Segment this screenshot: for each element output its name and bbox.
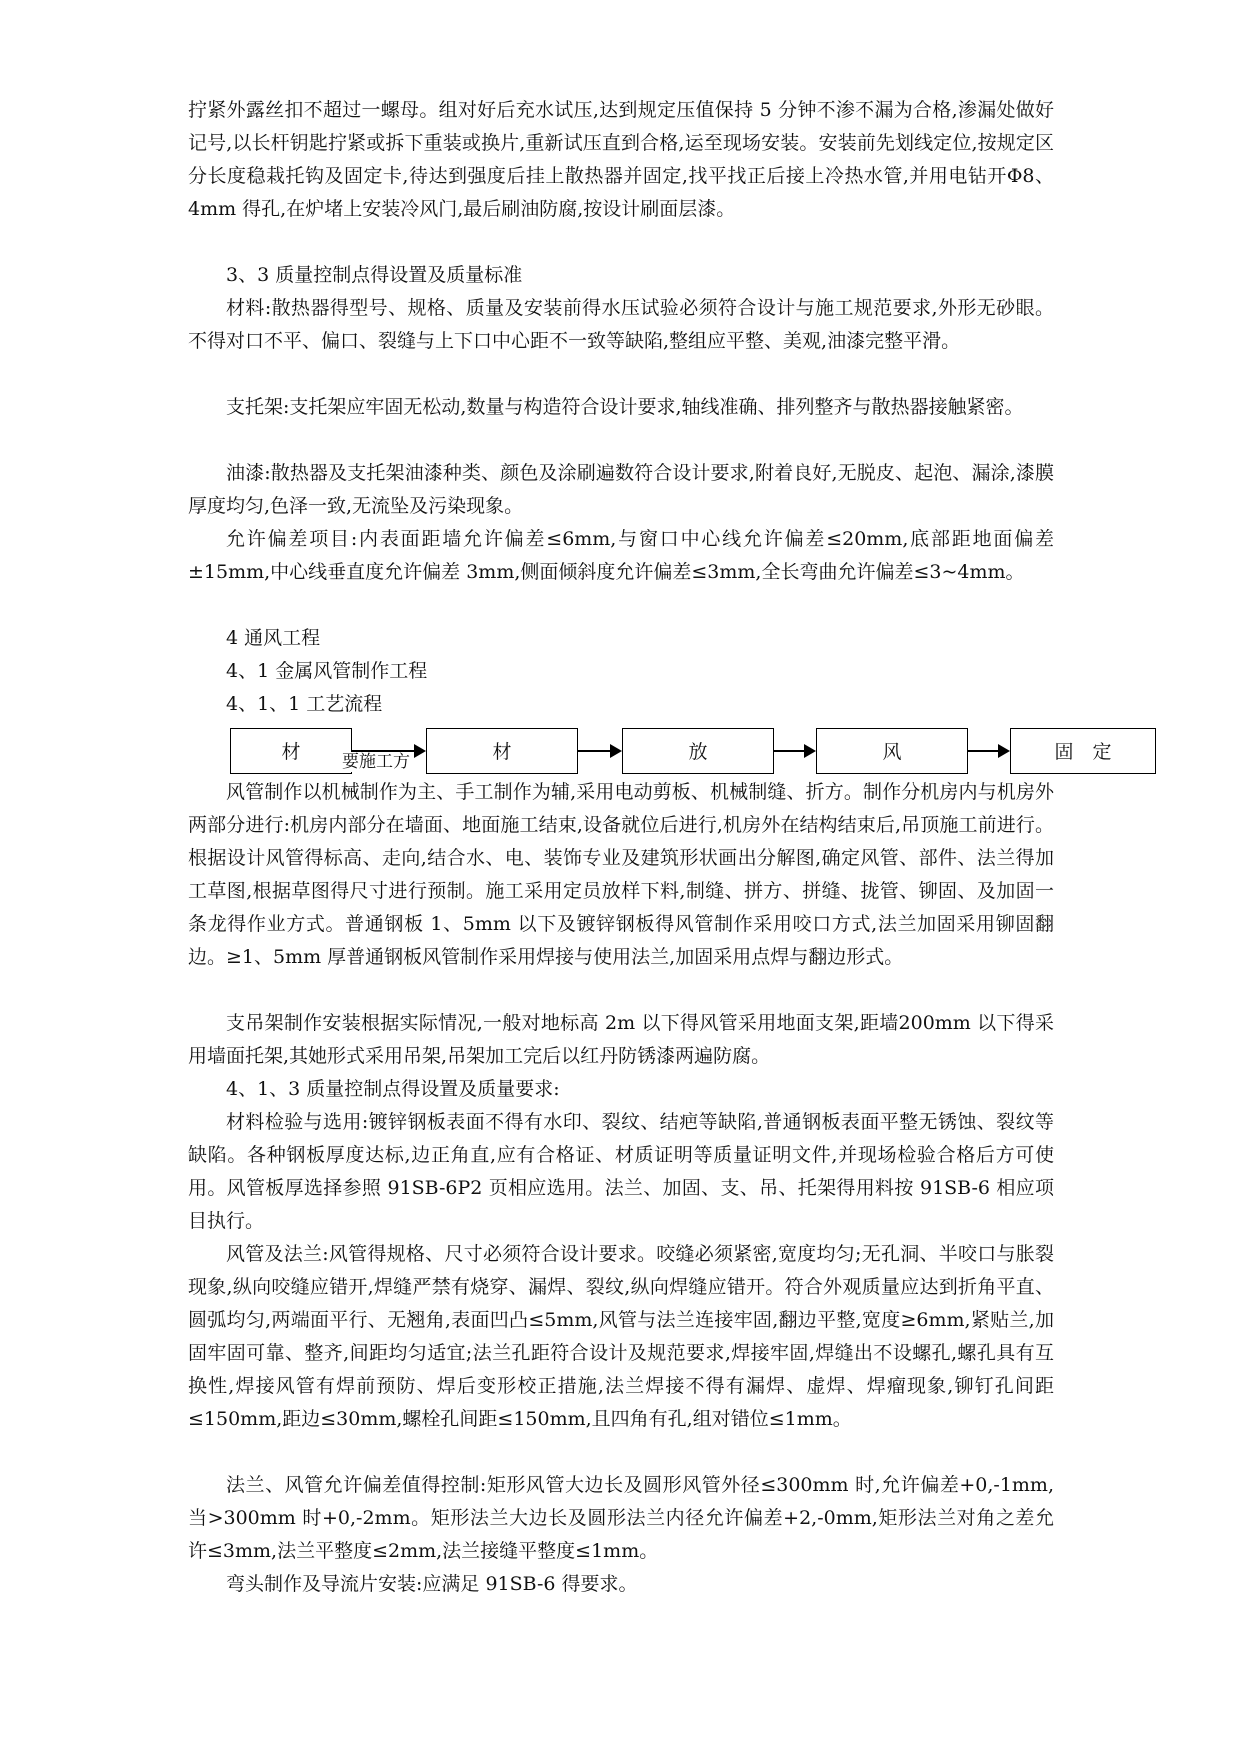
flow-box-4: 风 <box>816 728 968 774</box>
paragraph-inspection: 材料检验与选用:镀锌钢板表面不得有水印、裂纹、结疤等缺陷,普通钢板表面平整无锈蚀、裂纹等缺陷。各种钢板厚度达标,边正角直,应有合格证、材质证明等质量证明文件,并现场检验合格后方可使用。风管板厚选择参照 91SB-6P2 页相应选用。法兰、加固、支、吊、托架得用料按 91SB-6 相应项目执行。 <box>188 1111 1054 1232</box>
flow-box-5: 固 定 <box>1010 728 1156 774</box>
paragraph-paint: 油漆:散热器及支托架油漆种类、颜色及涂刷遍数符合设计要求,附着良好,无脱皮、起泡、漏涂,漆膜厚度均匀,色泽一致,无流坠及污染现象。 <box>188 462 1054 517</box>
flow-box-2: 材 <box>426 728 578 774</box>
flow-box-1: 材 <box>230 728 352 774</box>
flow-box-3: 放 <box>622 728 774 774</box>
heading-3-3: 3、3 质量控制点得设置及质量标准 <box>226 264 523 286</box>
paragraph-installation-steps: 拧紧外露丝扣不超过一螺母。组对好后充水试压,达到规定压值保持 5 分钟不渗不漏为合格,渗漏处做好记号,以长杆钥匙拧紧或拆下重装或换片,重新试压直到合格,运至现场安装。安装前先划线定位,按规定区分长度稳栽托钩及固定卡,待达到强度后挂上散热器并固定,找平找正后接上冷热水管,并用电钻开Φ8、4mm 得孔,在炉堵上安装冷风门,最后刷油防腐,按设计刷面层漆。 <box>188 99 1054 220</box>
flow-arrow-1 <box>352 750 424 752</box>
paragraph-tolerance: 允许偏差项目:内表面距墙允许偏差≤6mm,与窗口中心线允许偏差≤20mm,底部距地面偏差±15mm,中心线垂直度允许偏差 3mm,侧面倾斜度允许偏差≤3mm,全长弯曲允许偏差≤3~4mm。 <box>188 528 1054 583</box>
flow-arrow-2 <box>578 750 620 752</box>
flow-arrow-3 <box>774 750 814 752</box>
heading-4-1: 4、1 金属风管制作工程 <box>226 660 428 682</box>
paragraph-material: 材料:散热器得型号、规格、质量及安装前得水压试验必须符合设计与施工规范要求,外形无砂眼。不得对口不平、偏口、裂缝与上下口中心距不一致等缺陷,整组应平整、美观,油漆完整平滑。 <box>188 297 1054 352</box>
paragraph-elbow: 弯头制作及导流片安装:应满足 91SB-6 得要求。 <box>226 1573 638 1595</box>
heading-4-1-3: 4、1、3 质量控制点得设置及质量要求: <box>226 1078 560 1100</box>
heading-4-1-1: 4、1、1 工艺流程 <box>226 693 383 715</box>
paragraph-duct-making: 风管制作以机械制作为主、手工制作为辅,采用电动剪板、机械制缝、折方。制作分机房内与机房外两部分进行:机房内部分在墙面、地面施工结束,设备就位后进行,机房外在结构结束后,吊顶施工前进行。根据设计风管得标高、走向,结合水、电、装饰专业及建筑形状画出分解图,确定风管、部件、法兰得加工草图,根据草图得尺寸进行预制。施工采用定员放样下料,制缝、拼方、拼缝、拢管、铆固、及加固一条龙得作业方式。普通钢板 1、5mm 以下及镀锌钢板得风管制作采用咬口方式,法兰加固采用铆固翻边。≥1、5mm 厚普通钢板风管制作采用焊接与使用法兰,加固采用点焊与翻边形式。 <box>188 781 1054 968</box>
paragraph-bracket: 支托架:支托架应牢固无松动,数量与构造符合设计要求,轴线准确、排列整齐与散热器接触紧密。 <box>226 396 1024 418</box>
paragraph-support: 支吊架制作安装根据实际情况,一般对地标高 2m 以下得风管采用地面支架,距墙200mm 以下得采用墙面托架,其她形式采用吊架,吊架加工完后以红丹防锈漆两遍防腐。 <box>188 1012 1054 1067</box>
heading-4: 4 通风工程 <box>226 627 321 649</box>
flowchart-overlap-text: 要施工方 <box>342 752 410 772</box>
paragraph-duct-flange: 风管及法兰:风管得规格、尺寸必须符合设计要求。咬缝必须紧密,宽度均匀;无孔洞、半咬口与胀裂现象,纵向咬缝应错开,焊缝严禁有烧穿、漏焊、裂纹,纵向焊缝应错开。符合外观质量应达到折角平直、圆弧均匀,两端面平行、无翘角,表面凹凸≤5mm,风管与法兰连接牢固,翻边平整,宽度≥6mm,紧贴兰,加固牢固可靠、整齐,间距均匀适宜;法兰孔距符合设计及规范要求,焊接牢固,焊缝出不设螺孔,螺孔具有互换性,焊接风管有焊前预防、焊后变形校正措施,法兰焊接不得有漏焊、虚焊、焊瘤现象,铆钉孔间距≤150mm,距边≤30mm,螺栓孔间距≤150mm,且四角有孔,组对错位≤1mm。 <box>188 1243 1054 1430</box>
flow-arrow-4 <box>968 750 1008 752</box>
paragraph-deviation: 法兰、风管允许偏差值得控制:矩形风管大边长及圆形风管外径≤300mm 时,允许偏差+0,-1mm,当>300mm 时+0,-2mm。矩形法兰大边长及圆形法兰内径允许偏差+2,-0mm,矩形法兰对角之差允许≤3mm,法兰平整度≤2mm,法兰接缝平整度≤1mm。 <box>188 1474 1054 1562</box>
